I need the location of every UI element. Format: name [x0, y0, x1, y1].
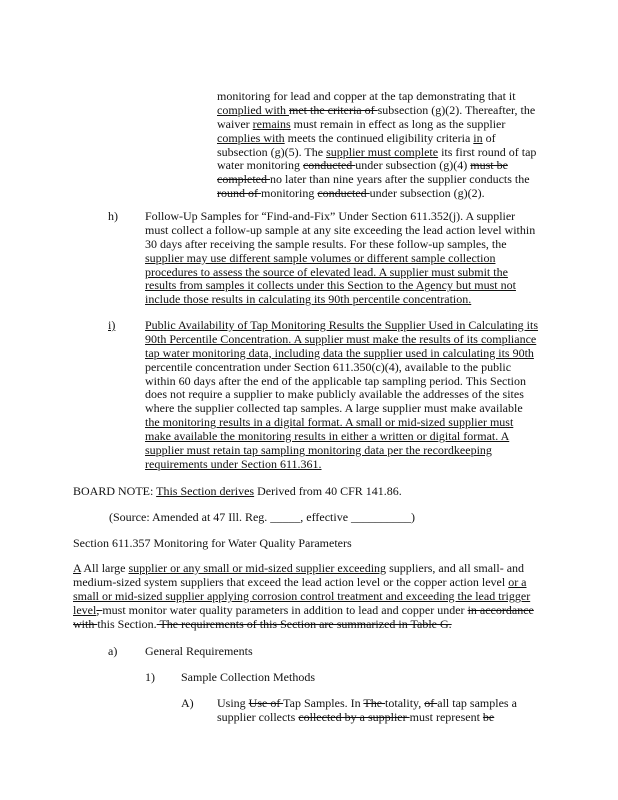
text-line — [217, 104, 536, 118]
sub-A-paragraph — [217, 697, 517, 725]
text-line — [217, 159, 536, 173]
text-run: under subsection (g)(4) — [355, 158, 471, 173]
text-line — [145, 266, 535, 280]
text-line — [73, 604, 534, 618]
text-line — [145, 333, 538, 347]
text-run: within 60 days after the end of the applicable tap sampling period. This Section — [145, 373, 527, 388]
text-run: of — [424, 696, 438, 710]
text-line — [145, 430, 538, 444]
text-run: totality, — [385, 696, 425, 710]
text-run: Follow-Up Samples for “Find-and-Fix” Under Section 611.352(j). A supplier — [145, 209, 516, 223]
text-line — [217, 90, 536, 104]
text-run: subsection (g)(2). Thereafter, the — [377, 102, 536, 117]
text-run: A — [73, 561, 82, 575]
text-run: requirements under Section 611.361. — [145, 456, 322, 471]
text-line — [145, 402, 538, 416]
text-run: medium-sized system suppliers that exceed the lead action level or the copper action level — [73, 574, 509, 589]
text-run: remains — [252, 116, 291, 131]
text-run: , — [96, 602, 103, 617]
text-line — [145, 416, 538, 430]
text-run: supplier may use different sample volumes or different sample collection — [145, 250, 496, 265]
text-run: All large — [81, 561, 129, 575]
section-heading: Section 611.357 Monitoring for Water Quality Parameters — [73, 536, 352, 550]
text-run: its first round of tap — [438, 144, 537, 159]
text-run: the monitoring results in a digital format. A small or mid-sized supplier must — [145, 415, 514, 430]
text-run: Public Availability of Tap Monitoring Results the Supplier Used in Calculating its — [145, 318, 539, 332]
text-run: The requirements of this Section are summarized in Table G. — [156, 616, 452, 631]
text-run: or a — [508, 574, 527, 589]
text-run: in — [473, 130, 483, 145]
text-line — [145, 319, 538, 333]
sub-a-text: General Requirements — [145, 644, 253, 658]
text-run: 90th Percentile Concentration. A supplier must make the results of its compliance — [145, 331, 537, 346]
text-line — [145, 458, 538, 472]
text-run: Use of — [248, 696, 284, 710]
text-run: must represent — [409, 709, 483, 724]
text-run: 30 days after receiving the sample results. For these follow-up samples, the — [145, 236, 507, 251]
text-line — [145, 361, 538, 375]
text-line — [145, 210, 535, 224]
text-line — [145, 279, 535, 293]
item-h-label: h) — [108, 209, 118, 223]
text-run: include those results in calculating its 90th percentile concentration. — [145, 292, 472, 307]
text-run: collected by a supplier — [298, 709, 410, 724]
text-line — [217, 146, 536, 160]
text-line — [73, 618, 534, 632]
text-line — [73, 562, 534, 576]
text-line — [145, 444, 538, 458]
text-run: Tap Samples. In — [283, 696, 364, 710]
text-run: must monitor water quality parameters in addition to lead and copper under — [102, 602, 468, 617]
text-run: Derived from 40 CFR 141.86. — [254, 484, 402, 498]
sub-1-label: 1) — [145, 670, 155, 684]
text-run: subsection (g)(5). The — [217, 144, 327, 159]
text-line — [145, 293, 535, 307]
text-line — [73, 590, 534, 604]
text-run: where the supplier collected tap samples. A large supplier must make available — [145, 401, 523, 416]
text-run: must collect a follow-up sample at any site exceeding the lead action level within — [145, 222, 536, 237]
text-run: make available the monitoring results in either a written or digital format. A — [145, 429, 510, 444]
text-run: met the criteria of — [289, 102, 378, 117]
text-run: Using — [217, 696, 249, 710]
text-line — [145, 347, 538, 361]
text-run: water monitoring — [217, 158, 303, 173]
text-line — [73, 576, 534, 590]
text-run: This Section derives — [156, 484, 255, 498]
text-run: conducted — [302, 158, 356, 173]
text-run: completed — [217, 172, 270, 187]
text-line — [217, 132, 536, 146]
text-run: all tap samples a — [437, 696, 517, 710]
text-run: monitoring for lead and copper at the tap demonstrating that it — [217, 89, 516, 103]
text-run: round of — [217, 186, 261, 201]
source-note: (Source: Amended at 47 Ill. Reg. _____, effective __________) — [109, 510, 416, 524]
text-run: small or mid-sized supplier applying corrosion control treatment and exceeding the lead trigger — [73, 588, 531, 603]
sub-a-label: a) — [108, 644, 118, 658]
text-run: conducted — [317, 186, 370, 201]
item-h-paragraph — [145, 210, 535, 307]
text-run: tap water monitoring data, including data the supplier used in calculating its 90th — [145, 345, 534, 360]
text-run: complied with — [217, 102, 289, 117]
text-run: must remain in effect as long as the supplier — [290, 116, 506, 131]
text-run: meets the continued eligibility criteria — [284, 130, 474, 145]
text-line — [73, 485, 402, 499]
sub-1-text: Sample Collection Methods — [181, 670, 315, 684]
text-run: percentile concentration under Section 611.350(c)(4), available to the public — [145, 359, 512, 374]
text-run: no later than nine years after the supplier conducts the — [269, 172, 530, 187]
text-line — [217, 711, 517, 725]
text-run: complies with — [217, 130, 285, 145]
item-i-label: i) — [108, 318, 116, 332]
text-run: this Section. — [97, 616, 157, 631]
continued-paragraph — [217, 90, 536, 201]
text-run: supplier collects — [217, 709, 299, 724]
text-run: supplier must retain tap sampling monitoring data per the recordkeeping — [145, 443, 492, 458]
text-line — [145, 388, 538, 402]
text-run: with — [73, 616, 98, 631]
text-line — [217, 173, 536, 187]
text-line — [145, 238, 535, 252]
text-run: monitoring — [261, 186, 318, 201]
section-body — [73, 562, 534, 631]
text-run: results from samples it collects under this Section to the Agency but must not — [145, 278, 516, 293]
text-line — [145, 375, 538, 389]
text-line — [217, 118, 536, 132]
text-run: supplier or any small or mid-sized supplier exceeding — [128, 561, 387, 575]
text-run: supplier must complete — [326, 144, 439, 159]
text-run: be — [482, 709, 495, 724]
text-run: in accordance — [467, 602, 534, 617]
text-line — [145, 224, 535, 238]
text-run: under subsection (g)(2). — [369, 186, 485, 201]
text-run: procedures to assess the source of elevated lead. A supplier must submit the — [145, 264, 508, 279]
text-run: of — [482, 130, 496, 145]
text-run: The — [363, 696, 386, 710]
text-line — [145, 252, 535, 266]
sub-A-label: A) — [181, 696, 194, 710]
text-line — [217, 697, 517, 711]
text-run: waiver — [217, 116, 253, 131]
text-run: level — [73, 602, 97, 617]
text-run: BOARD NOTE: — [73, 484, 157, 498]
item-i-paragraph — [145, 319, 538, 472]
text-run: must be — [470, 158, 508, 173]
text-run: suppliers, and all small- and — [386, 561, 525, 575]
text-run: does not require a supplier to make publicly available the addresses of the sites — [145, 387, 524, 402]
text-line — [217, 187, 536, 201]
board-note — [73, 485, 402, 499]
